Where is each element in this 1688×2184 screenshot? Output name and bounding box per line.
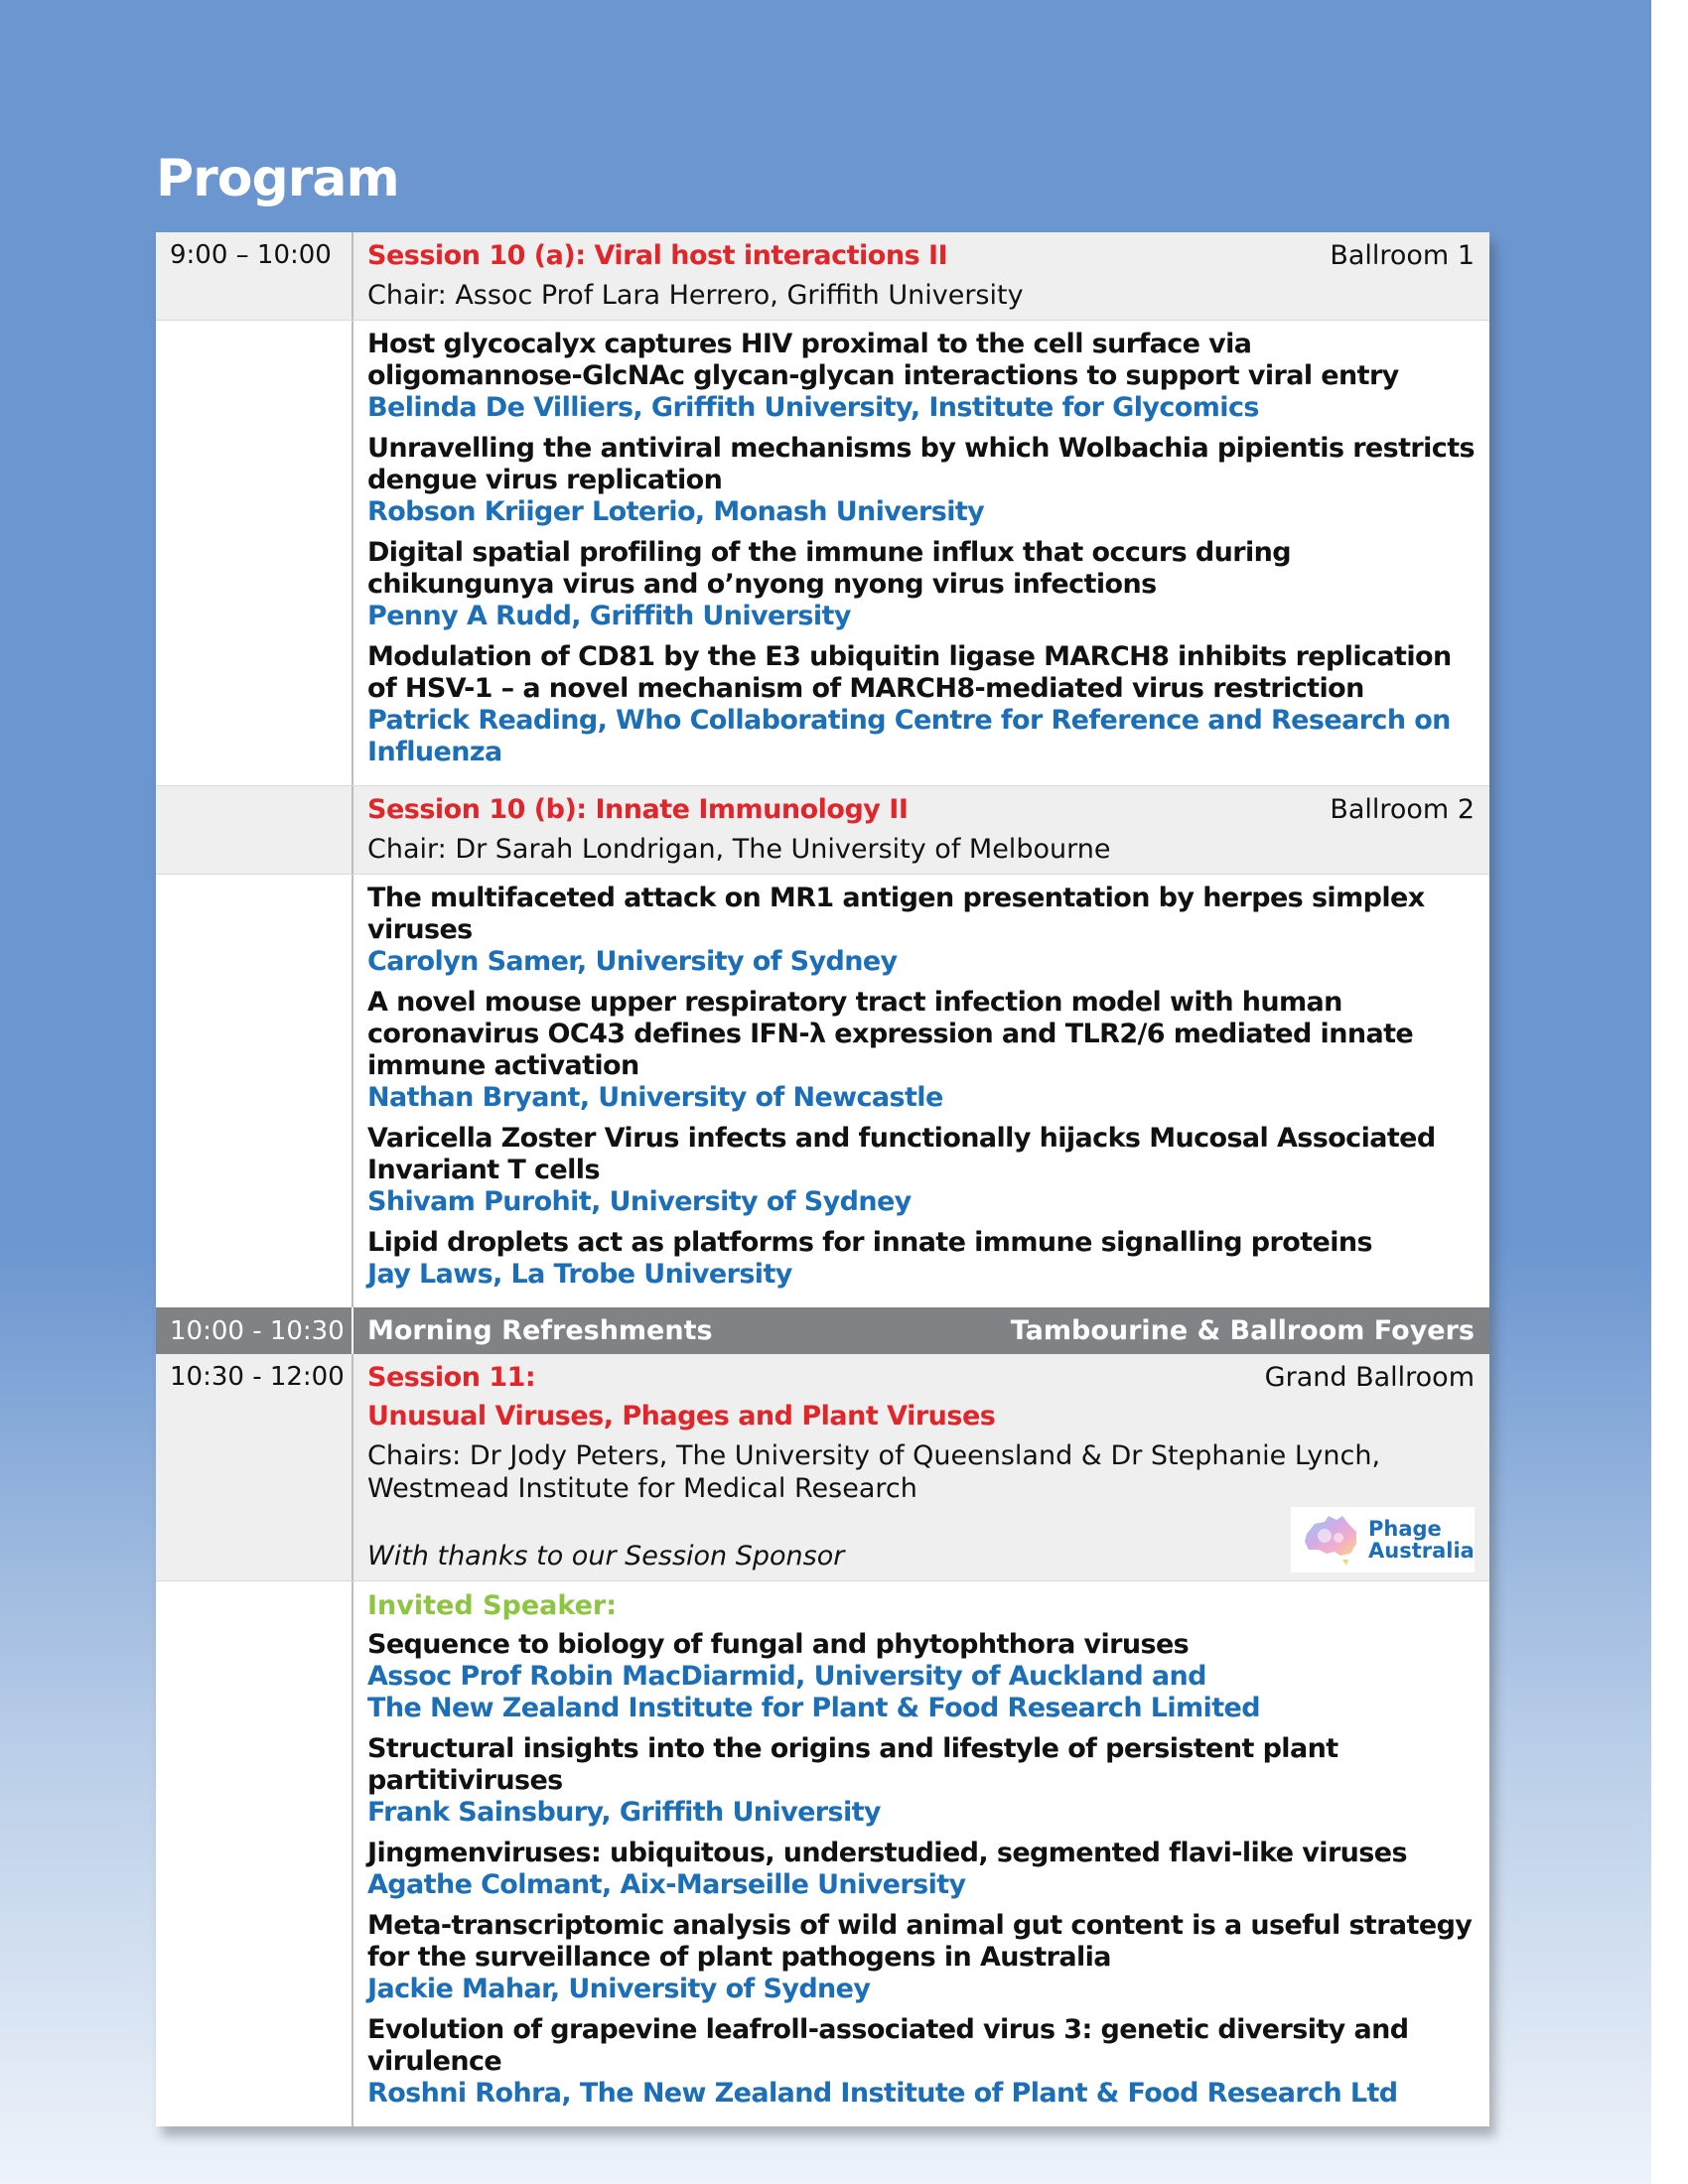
session-title: Session 10 (b): Innate Immunology II <box>367 794 909 825</box>
talk-title: The multifaceted attack on MR1 antigen presentation by herpes simplex viruses <box>367 883 1425 945</box>
talk-author: Shivam Purohit, University of Sydney <box>367 1186 912 1217</box>
program-table <box>156 232 1489 2126</box>
talk-item <box>367 2014 1475 2110</box>
talk-title: Jingmenviruses: ubiquitous, understudied, segmented flavi-like viruses <box>367 1838 1407 1868</box>
time-slot: 9:00 – 10:00 <box>156 232 353 320</box>
time-slot-empty <box>156 1581 353 2126</box>
talk-item <box>367 433 1475 528</box>
talk-title: Varicella Zoster Virus infects and functionally hijacks Mucosal Associated Invariant T cells <box>367 1123 1436 1185</box>
talk-author: Jackie Mahar, University of Sydney <box>367 1974 871 2004</box>
talk-item <box>367 1838 1475 1901</box>
time-slot-empty <box>156 321 353 785</box>
break-row <box>156 1307 1489 1354</box>
time-slot-empty <box>156 875 353 1307</box>
talk-item <box>367 1227 1475 1291</box>
talk-author: Robson Kriiger Loterio, Monash University <box>367 496 985 527</box>
talk-item <box>367 641 1475 768</box>
page-title: Program <box>156 149 399 208</box>
talk-item <box>367 1910 1475 2005</box>
session-11-talks <box>156 1580 1489 2126</box>
talk-item <box>367 1123 1475 1218</box>
invited-speaker-label: Invited Speaker: <box>367 1590 618 1621</box>
talk-author: Frank Sainsbury, Griffith University <box>367 1797 881 1828</box>
talk-title: Structural insights into the origins and lifestyle of persistent plant partitiviruses <box>367 1733 1338 1796</box>
talk-item <box>367 987 1475 1114</box>
session-10b-talks <box>156 874 1489 1307</box>
talk-author: Belinda De Villiers, Griffith University, Institute for Glycomics <box>367 392 1259 423</box>
talk-title: Lipid droplets act as platforms for innate immune signalling proteins <box>367 1227 1372 1258</box>
talk-title: Digital spatial profiling of the immune influx that occurs during chikungunya virus and o’nyong nyong virus infections <box>367 537 1291 600</box>
talk-author: Assoc Prof Robin MacDiarmid, University of Auckland and The New Zealand Institute for Plant & Food Research Limited <box>367 1661 1260 1723</box>
session-title: Session 10 (a): Viral host interactions II <box>367 240 948 271</box>
break-location: Tambourine & Ballroom Foyers <box>1010 1315 1475 1346</box>
talk-author: Agathe Colmant, Aix-Marseille University <box>367 1869 966 1900</box>
talk-author: Roshni Rohra, The New Zealand Institute of Plant & Food Research Ltd <box>367 2078 1398 2109</box>
room-label: Grand Ballroom <box>1264 1362 1475 1393</box>
sponsor-text: With thanks to our Session Sponsor <box>367 1541 845 1571</box>
session-chair: Chairs: Dr Jody Peters, The University of Queensland & Dr Stephanie Lynch, Westmead Institute for Medical Research <box>367 1440 1381 1504</box>
session-chair: Chair: Dr Sarah Londrigan, The University of Melbourne <box>367 834 1111 865</box>
talk-title: Meta-transcriptomic analysis of wild animal gut content is a useful strategy for the surveillance of plant pathogens in Australia <box>367 1910 1473 1973</box>
talk-title: Evolution of grapevine leafroll-associated virus 3: genetic diversity and virulence <box>367 2014 1409 2077</box>
session-11-header <box>156 1354 1489 1580</box>
phage-australia-logo[interactable] <box>1291 1507 1475 1572</box>
time-slot-empty <box>156 786 353 874</box>
room-label: Ballroom 2 <box>1330 794 1475 825</box>
session-10a-header <box>156 232 1489 320</box>
session-10a-talks <box>156 320 1489 785</box>
talk-author: Penny A Rudd, Griffith University <box>367 601 851 631</box>
talk-title: Host glycocalyx captures HIV proximal to the cell surface via oligomannose-GlcNAc glycan-glycan interactions to support viral entry <box>367 329 1399 391</box>
break-label: Morning Refreshments <box>367 1315 713 1346</box>
talk-title: A novel mouse upper respiratory tract infection model with human coronavirus OC43 defines IFN-λ expression and TLR2/6 mediated innate immune activation <box>367 987 1414 1081</box>
time-slot: 10:00 - 10:30 <box>156 1307 353 1354</box>
time-slot: 10:30 - 12:00 <box>156 1354 353 1580</box>
talk-title: Modulation of CD81 by the E3 ubiquitin ligase MARCH8 inhibits replication of HSV-1 – a novel mechanism of MARCH8-mediated virus restriction <box>367 641 1452 704</box>
talk-item <box>367 1629 1475 1724</box>
room-label: Ballroom 1 <box>1330 240 1475 271</box>
talk-item <box>367 1733 1475 1829</box>
talk-title: Unravelling the antiviral mechanisms by which Wolbachia pipientis restricts dengue virus replication <box>367 433 1475 495</box>
talk-author: Carolyn Samer, University of Sydney <box>367 946 898 977</box>
talk-item <box>367 537 1475 632</box>
logo-text-line1: Phage <box>1368 1517 1442 1541</box>
session-title: Session 11: <box>367 1362 536 1393</box>
australia-map-icon <box>1299 1510 1362 1570</box>
talk-item <box>367 883 1475 978</box>
talk-author: Nathan Bryant, University of Newcastle <box>367 1082 943 1113</box>
session-subtitle: Unusual Viruses, Phages and Plant Viruses <box>367 1401 996 1432</box>
talk-author: Jay Laws, La Trobe University <box>367 1259 792 1290</box>
session-10b-header <box>156 785 1489 874</box>
sponsor-line <box>367 1507 1475 1572</box>
logo-text-line2: Australia <box>1368 1539 1475 1563</box>
session-chair: Chair: Assoc Prof Lara Herrero, Griffith University <box>367 280 1024 311</box>
talk-title: Sequence to biology of fungal and phytophthora viruses <box>367 1629 1190 1660</box>
talk-item <box>367 329 1475 424</box>
talk-author: Patrick Reading, Who Collaborating Centre for Reference and Research on Influenza <box>367 705 1451 767</box>
